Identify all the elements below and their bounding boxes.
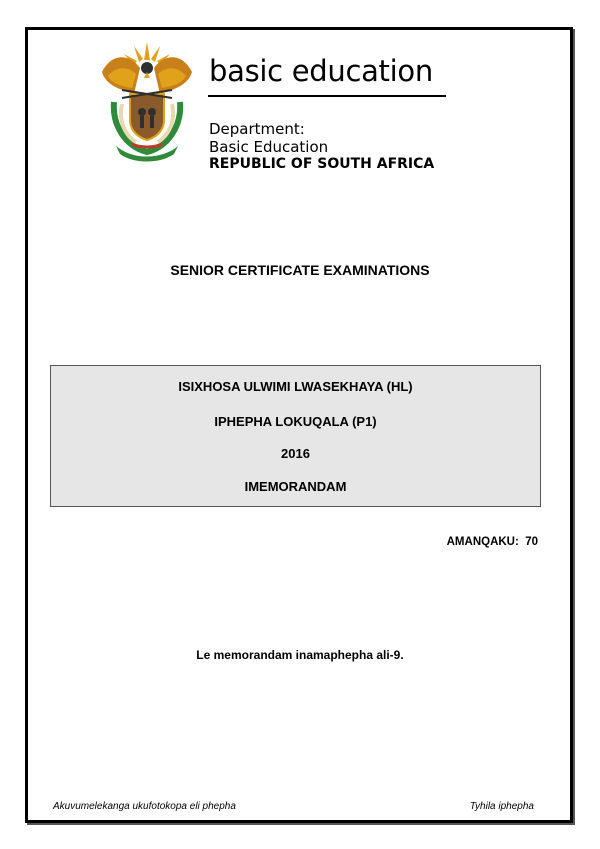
- document-type: IMEMORANDAM: [244, 479, 347, 494]
- title-underline: [208, 95, 446, 97]
- department-title: basic education: [209, 54, 433, 88]
- department-name: Basic Education: [209, 138, 329, 156]
- coat-of-arms-icon: [92, 32, 202, 162]
- department-label: Department:: [209, 120, 305, 138]
- total-marks: AMANQAKU: 70: [446, 536, 538, 548]
- country-name: REPUBLIC OF SOUTH AFRICA: [209, 156, 435, 172]
- department-header: [92, 32, 522, 182]
- exam-year: 2016: [281, 446, 310, 461]
- paper-title-box: [50, 365, 541, 507]
- exam-heading: SENIOR CERTIFICATE EXAMINATIONS: [170, 262, 430, 278]
- paper-number: IPHEPHA LOKUQALA (P1): [214, 414, 377, 429]
- page-count-note: Le memorandam inamaphepha ali-9.: [196, 648, 404, 662]
- footer-copyright-note: Akuvumelekanga ukufotokopa eli phepha: [53, 801, 236, 812]
- subject-title: ISIXHOSA ULWIMI LWASEKHAYA (HL): [178, 379, 413, 394]
- footer-turn-page: Tyhila iphepha: [469, 801, 534, 812]
